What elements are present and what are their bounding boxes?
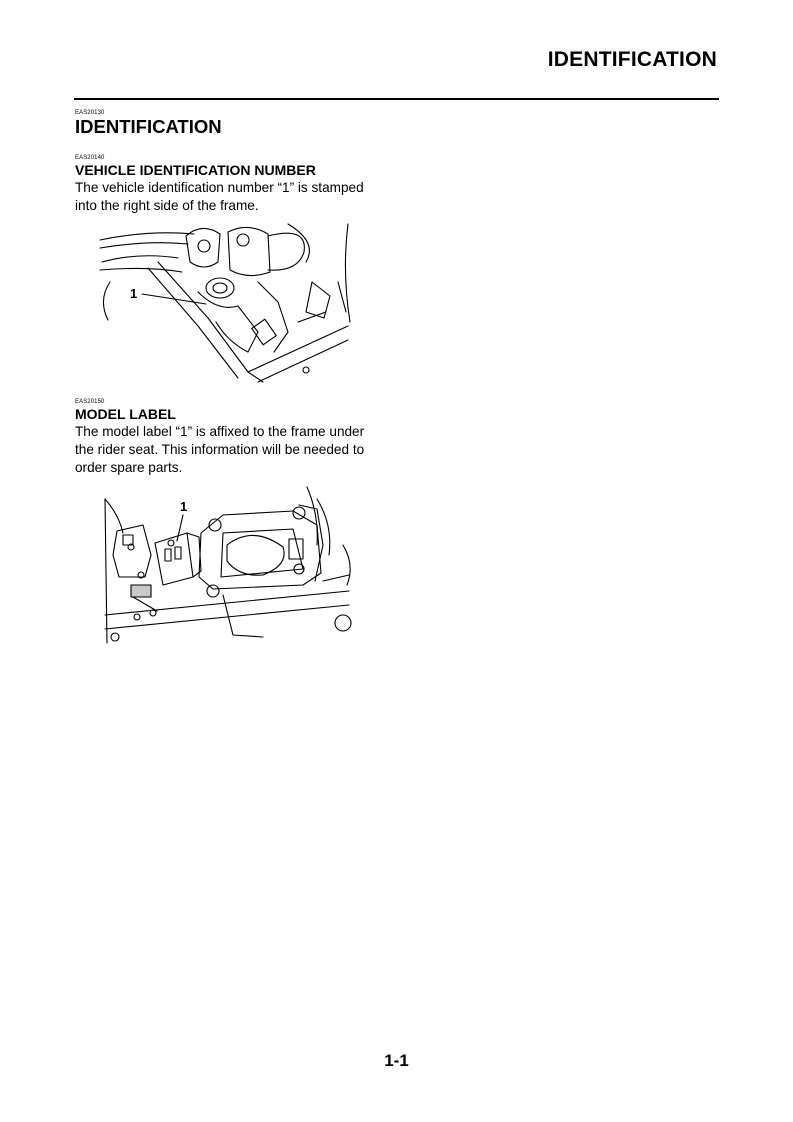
vin-description-line: into the right side of the frame. bbox=[75, 198, 259, 213]
model-label-description-line: The model label “1” is affixed to the frame under bbox=[75, 424, 365, 439]
model-label-description bbox=[75, 423, 385, 477]
model-label-heading: MODEL LABEL bbox=[75, 406, 176, 422]
vin-description bbox=[75, 179, 385, 215]
vin-callout-number: 1 bbox=[130, 286, 138, 301]
model-label-description-line: order spare parts. bbox=[75, 460, 183, 475]
header-divider bbox=[74, 98, 719, 100]
vin-description-line: The vehicle identification number “1” is stamped bbox=[75, 180, 364, 195]
page-number: 1-1 bbox=[384, 1051, 409, 1070]
model-label-callout-number: 1 bbox=[180, 499, 188, 514]
section-code: EAS20130 bbox=[75, 110, 105, 116]
section-title: IDENTIFICATION bbox=[75, 116, 222, 137]
vin-heading: VEHICLE IDENTIFICATION NUMBER bbox=[75, 162, 316, 178]
page-header-title: IDENTIFICATION bbox=[547, 48, 717, 71]
model-label-code: EAS20150 bbox=[75, 399, 105, 405]
vin-code: EAS20140 bbox=[75, 155, 105, 161]
model-label-location-figure bbox=[103, 485, 353, 645]
vin-location-figure bbox=[98, 222, 352, 384]
model-label-description-line: the rider seat. This information will be needed to bbox=[75, 442, 365, 457]
